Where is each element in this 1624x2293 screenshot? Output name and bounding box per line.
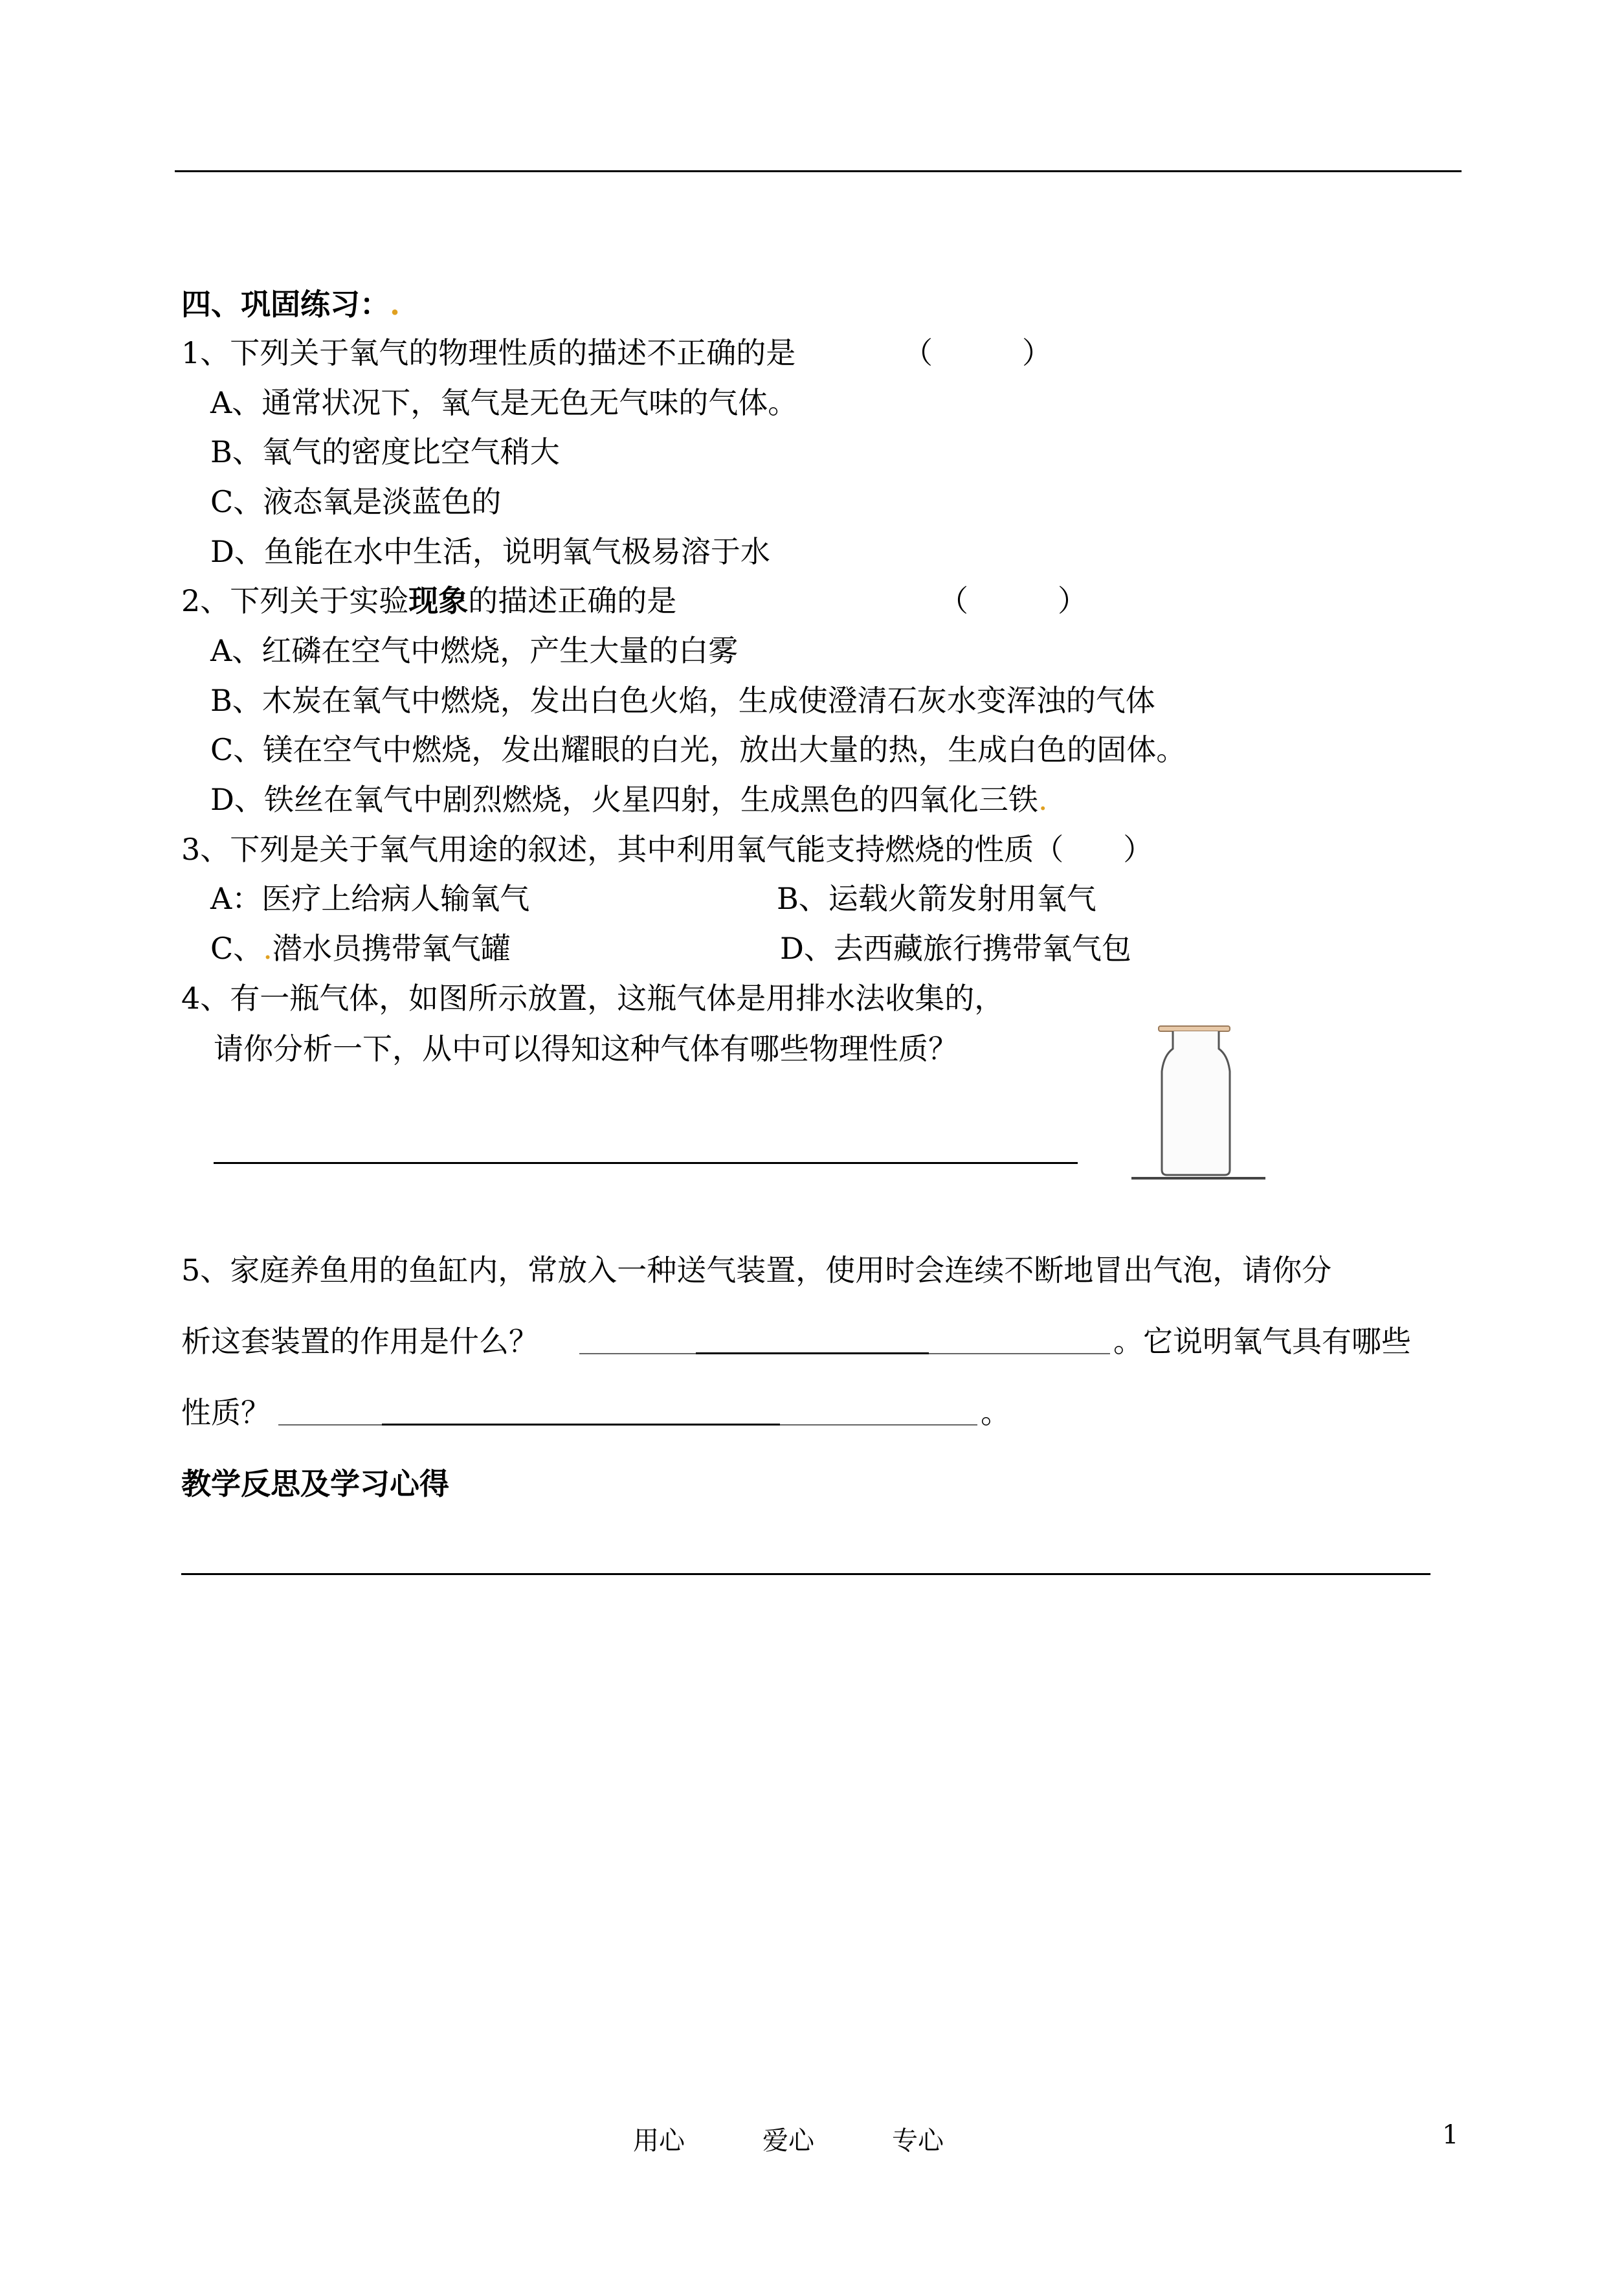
q3-option-c-text: 潜水员携带氧气罐 — [272, 931, 511, 966]
q4-line1: 4、有一瓶气体，如图所示放置，这瓶气体是用排水法收集的， — [181, 981, 1005, 1016]
q2-stem-after: 的描述正确的是 — [468, 583, 677, 618]
section-title — [181, 285, 400, 324]
q2-stem-bold: 现象 — [408, 583, 469, 618]
q2-option-d-text: D、铁丝在氧气中剧烈燃烧，火星四射，生成黑色的四氧化三铁 — [210, 782, 1038, 817]
q5-line2-prefix: 析这套装置的作用是什么？ — [181, 1324, 539, 1359]
q4-answer-line[interactable] — [214, 1162, 1078, 1164]
q2-option-a[interactable]: A、红磷在空气中燃烧，产生大量的白雾 — [210, 633, 739, 668]
header-rule — [175, 170, 1462, 172]
section-title-text: 四、巩固练习： — [181, 287, 390, 322]
q2-option-c[interactable]: C、镁在空气中燃烧，发出耀眼的白光，放出大量的热，生成白色的固体。 — [210, 732, 1186, 767]
reflection-title: 教学反思及学习心得 — [181, 1466, 449, 1501]
footer-item-aixin: 爱心 — [762, 2126, 814, 2156]
q2-option-d-dot: . — [1038, 782, 1048, 817]
q3-option-d[interactable]: D、去西藏旅行携带氧气包 — [780, 931, 1131, 966]
q2-stem — [181, 581, 676, 620]
q3-option-b[interactable]: B、运载火箭发射用氧气 — [777, 881, 1096, 916]
q1-option-c[interactable]: C、液态氧是淡蓝色的 — [210, 484, 502, 519]
q1-option-b[interactable]: B、氧气的密度比空气稍大 — [210, 434, 560, 469]
footer-item-yongxin: 用心 — [633, 2126, 685, 2156]
q2-option-d[interactable] — [210, 780, 1048, 819]
page-number: 1 — [1442, 2120, 1459, 2150]
q3-option-c-dot: . — [263, 931, 273, 966]
q3-stem: 3、下列是关于氧气用途的叙述，其中利用氧气能支持燃烧的性质（ ） — [181, 832, 1153, 867]
q5-line3-suffix: 。 — [981, 1395, 1010, 1430]
q1-answer-paren[interactable]: （ ） — [903, 335, 1052, 370]
q4-line2: 请你分析一下，从中可以得知这种气体有哪些物理性质？ — [214, 1031, 958, 1066]
q5-line3-prefix: 性质？ — [181, 1395, 271, 1430]
q3-option-a[interactable]: A：医疗上给病人输氧气 — [210, 881, 530, 916]
footer-item-zhuanxin: 专心 — [892, 2126, 944, 2156]
q5-line2-suffix: 。它说明氧气具有哪些 — [1113, 1324, 1411, 1359]
reflection-answer-line[interactable] — [181, 1573, 1430, 1575]
q5-answer-line-2-bold — [382, 1424, 780, 1426]
q1-stem: 1、下列关于氧气的物理性质的描述不正确的是 — [181, 335, 796, 370]
q1-option-a[interactable]: A、通常状况下，氧气是无色无气味的气体。 — [210, 385, 798, 420]
section-title-dot: . — [390, 287, 401, 322]
q2-stem-before: 2、下列关于实验 — [181, 583, 409, 618]
q5-answer-line-1-bold — [696, 1352, 929, 1354]
q5-line1: 5、家庭养鱼用的鱼缸内，常放入一种送气装置，使用时会连续不断地冒出气泡，请你分 — [181, 1253, 1332, 1288]
q3-option-c[interactable] — [210, 929, 511, 968]
q2-option-b[interactable]: B、木炭在氧气中燃烧，发出白色火焰，生成使澄清石灰水变浑浊的气体 — [210, 683, 1155, 718]
q3-option-c-prefix: C、 — [210, 931, 263, 966]
q2-answer-paren[interactable]: （ ） — [939, 583, 1087, 618]
gas-jar-icon — [1126, 1020, 1269, 1188]
q1-option-d[interactable]: D、鱼能在水中生活，说明氧气极易溶于水 — [210, 534, 770, 569]
